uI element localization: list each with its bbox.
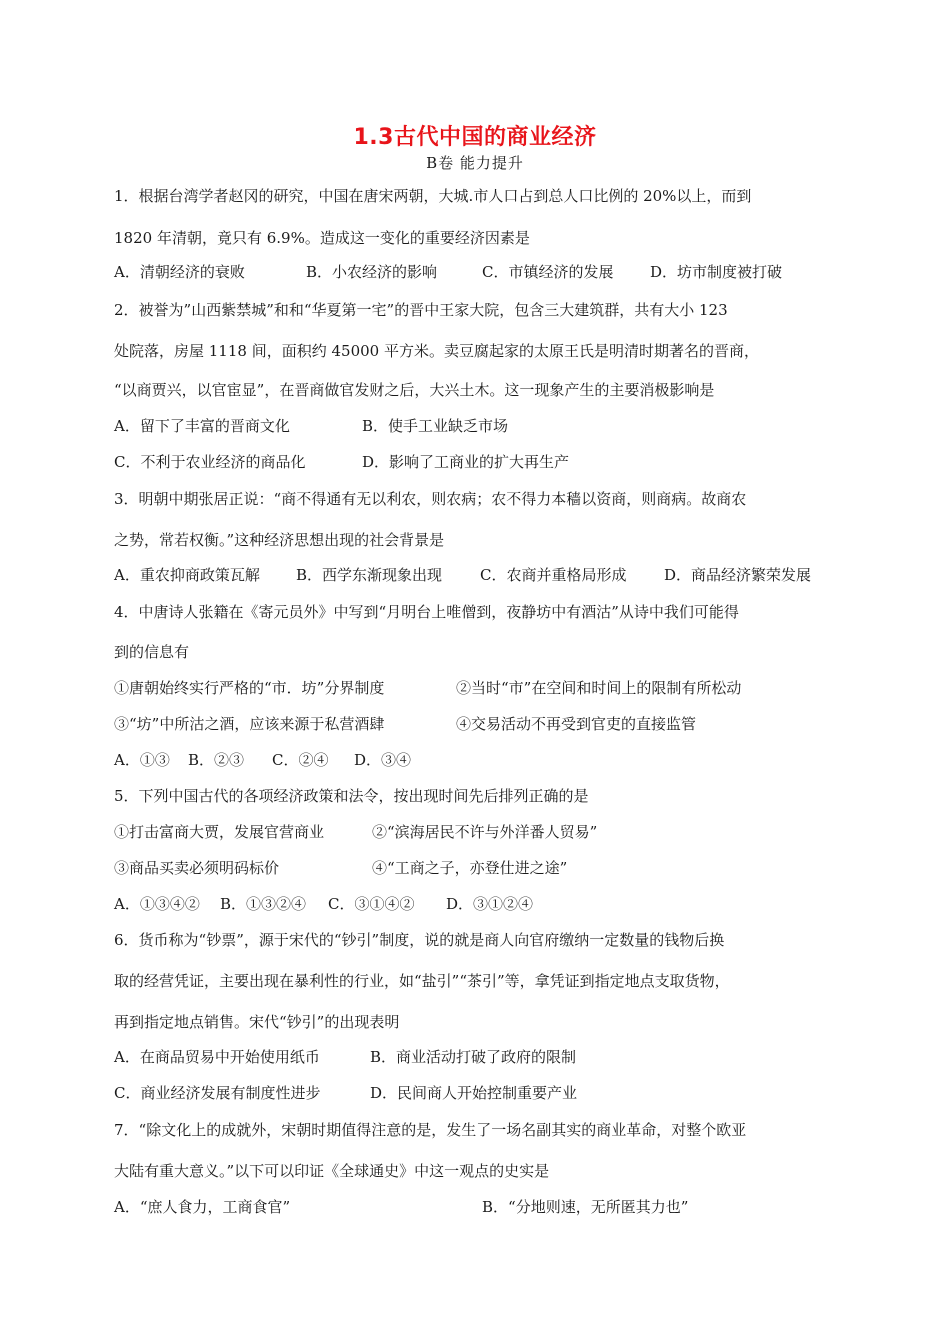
statement-4: ④“工商之子，亦登仕进之途”	[372, 859, 568, 877]
option-c: C．农商并重格局形成	[480, 566, 627, 584]
question-4-stem-cont: 到的信息有	[114, 643, 190, 661]
option-a: A．①③④②	[114, 895, 200, 913]
statement-2: ②当时“市”在空间和时间上的限制有所松动	[456, 679, 742, 697]
statement-3: ③商品买卖必须明码标价	[114, 859, 280, 877]
statement-4: ④交易活动不再受到官吏的直接监管	[456, 715, 697, 733]
option-b: B．“分地则速，无所匿其力也”	[482, 1198, 689, 1216]
option-a: A．重农抑商政策瓦解	[114, 566, 260, 584]
option-b: B．小农经济的影响	[306, 263, 438, 281]
option-d: D．③①②④	[446, 895, 534, 913]
question-4-stem: 4．中唐诗人张籍在《寄元员外》中写到“月明台上唯僧到，夜静坊中有酒沽”从诗中我们可能得	[114, 603, 739, 621]
statement-1: ①打击富商大贾，发展官营商业	[114, 823, 325, 841]
option-c: C．市镇经济的发展	[482, 263, 614, 281]
option-c: C．③①④②	[328, 895, 415, 913]
question-6-stem: 6．货币称为“钞票”，源于宋代的“钞引”制度，说的就是商人向官府缴纳一定数量的钱物后换	[114, 931, 725, 949]
question-2-stem: 2．被誉为”山西紫禁城”和和“华夏第一宅”的晋中王家大院，包含三大建筑群，共有大小 123	[114, 301, 728, 319]
question-7-stem-cont: 大陆有重大意义。”以下可以印证《全球通史》中这一观点的史实是	[114, 1162, 550, 1180]
option-d: D．商品经济繁荣发展	[664, 566, 812, 584]
question-3-stem: 3．明朝中期张居正说：“商不得通有无以利农，则农病；农不得力本穑以资商，则商病。故商农	[114, 490, 747, 508]
statement-1: ①唐朝始终实行严格的“市．坊”分界制度	[114, 679, 385, 697]
question-2-stem-cont: “以商贾兴，以官宦显”，在晋商做官发财之后，大兴土木。这一现象产生的主要消极影响是	[114, 381, 715, 399]
option-a: A．①③	[114, 751, 170, 769]
question-7-stem: 7．“除文化上的成就外，宋朝时期值得注意的是，发生了一场名副其实的商业革命，对整个欧亚	[114, 1121, 747, 1139]
statement-3: ③“坊”中所沽之酒，应该来源于私营酒肆	[114, 715, 385, 733]
option-d: D．坊市制度被打破	[650, 263, 783, 281]
option-d: D．影响了工商业的扩大再生产	[362, 453, 570, 471]
option-c: C．商业经济发展有制度性进步	[114, 1084, 321, 1102]
question-1-stem: 1．根据台湾学者赵冈的研究，中国在唐宋两朝，大城.市人口占到总人口比例的 20%以上，而到	[114, 187, 752, 205]
page-subtitle: B卷 能力提升	[426, 154, 524, 172]
option-d: D．民间商人开始控制重要产业	[370, 1084, 578, 1102]
page-title: 1.3古代中国的商业经济	[353, 125, 597, 150]
question-3-stem-cont: 之势，常若权衡。”这种经济思想出现的社会背景是	[114, 531, 445, 549]
option-b: B．①③②④	[220, 895, 307, 913]
option-a: A．清朝经济的衰败	[114, 263, 245, 281]
option-b: B．西学东渐现象出现	[296, 566, 443, 584]
option-b: B．使手工业缺乏市场	[362, 417, 509, 435]
option-a: A．留下了丰富的晋商文化	[114, 417, 290, 435]
option-a: A．“庶人食力，工商食官”	[114, 1198, 291, 1216]
question-6-stem-cont: 再到指定地点销售。宋代“钞引”的出现表明	[114, 1013, 400, 1031]
option-b: B．②③	[188, 751, 245, 769]
question-5-stem: 5．下列中国古代的各项经济政策和法令，按出现时间先后排列正确的是	[114, 787, 589, 805]
question-6-stem-cont: 取的经营凭证，主要出现在暴利性的行业，如“盐引”“茶引”等，拿凭证到指定地点支取货物，	[114, 972, 730, 990]
option-b: B．商业活动打破了政府的限制	[370, 1048, 577, 1066]
option-d: D．③④	[354, 751, 412, 769]
option-c: C．②④	[272, 751, 329, 769]
option-a: A．在商品贸易中开始使用纸币	[114, 1048, 320, 1066]
question-2-stem-cont: 处院落，房屋 1118 间，面积约 45000 平方米。卖豆腐起家的太原王氏是明清时期著名的晋商，	[114, 342, 759, 360]
question-1-stem-cont: 1820 年清朝，竟只有 6.9%。造成这一变化的重要经济因素是	[114, 229, 530, 247]
statement-2: ②“滨海居民不许与外洋番人贸易”	[372, 823, 598, 841]
option-c: C．不利于农业经济的商品化	[114, 453, 306, 471]
